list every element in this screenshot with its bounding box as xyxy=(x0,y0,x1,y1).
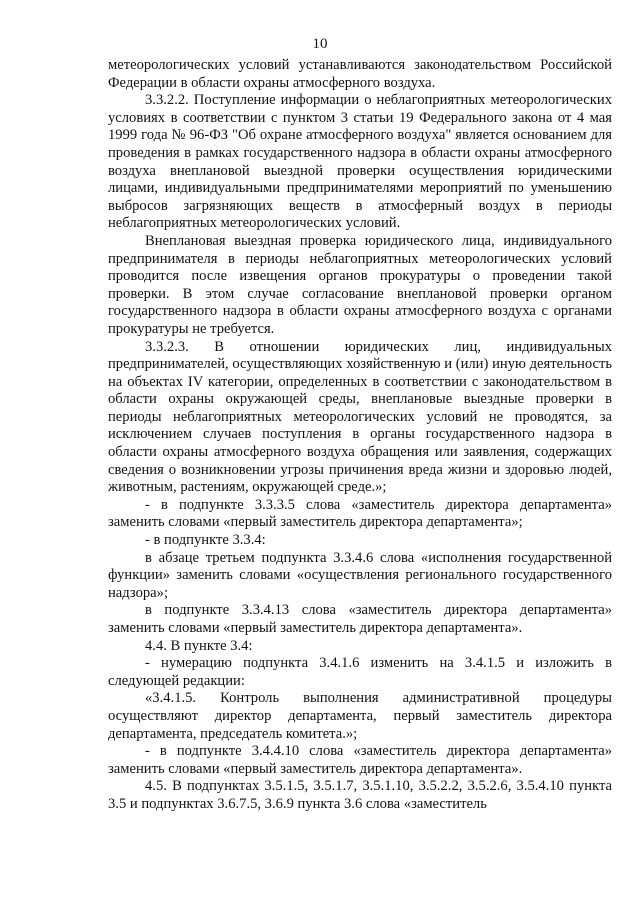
paragraph: - нумерацию подпункта 3.4.1.6 изменить на 3.4.1.5 и изложить в следующей редакции: xyxy=(108,655,612,689)
paragraph: «3.4.1.5. Контроль выполнения административной процедуры осуществляют директор департамента, первый заместитель директора департамента, председатель комитета.»; xyxy=(108,690,612,742)
paragraph: 4.4. В пункте 3.4: xyxy=(145,637,253,654)
paragraph: - в подпункте 3.3.3.5 слова «заместитель директора департамента» заменить словами «первый заместитель директора департамента»; xyxy=(108,496,612,531)
paragraph: в абзаце третьем подпункта 3.3.4.6 слова «исполнения государственной функции» заменить словами «осуществления регионального государственного надзора»; xyxy=(108,549,612,601)
paragraph: метеорологических условий устанавливаются законодательством Российской Федерации в области охраны атмосферного воздуха. xyxy=(108,57,612,91)
paragraph: - в подпункте 3.4.4.10 слова «заместитель директора департамента» заменить словами «первый заместитель директора департамента». xyxy=(108,743,612,777)
document-body xyxy=(108,57,612,814)
paragraph: Внеплановая выездная проверка юридического лица, индивидуального предпринимателя в периоды неблагоприятных метеорологических условий проводится после извещения органов прокуратуры о проведении такой проверки. В этом случае согласование внеплановой проверки органом государственного надзора в области охраны атмосферного воздуха с органами прокуратуры не требуется. xyxy=(108,232,612,337)
paragraph: 4.5. В подпунктах 3.5.1.5, 3.5.1.7, 3.5.1.10, 3.5.2.2, 3.5.2.6, 3.5.4.10 пункта 3.5 и подпунктах 3.6.7.5, 3.6.9 пункта 3.6 слова «заместитель xyxy=(108,778,612,812)
paragraph: 3.3.2.2. Поступление информации о неблагоприятных метеорологических условиях в соответствии с пунктом 3 статьи 19 Федерального закона от 4 мая 1999 года № 96-ФЗ "Об охране атмосферного воздуха" является основанием для проведения в рамках государственного надзора в области охраны атмосферного воздуха внеплановой выездной проверки осуществления юридическими лицами, индивидуальными предпринимателями мероприятий по уменьшению выбросов загрязняющих веществ в атмосферный воздух в периоды неблагоприятных метеорологических условий. xyxy=(108,92,612,232)
page-number: 10 xyxy=(312,36,328,52)
paragraph: - в подпункте 3.3.4: xyxy=(145,532,266,549)
paragraph: в подпункте 3.3.4.13 слова «заместитель директора департамента» заменить словами «первый заместитель директора департамента». xyxy=(108,602,612,636)
paragraph: 3.3.2.3. В отношении юридических лиц, индивидуальных предпринимателей, осуществляющих хозяйственную и (или) иную деятельность на объектах IV категории, определенных в соответствии с законодательством в области охраны окружающей среды, внеплановые выездные проверки в периоды неблагоприятных метеорологических условий не проводятся, за исключением случаев поступления в органы государственного надзора в области охраны атмосферного воздуха обращения или заявления, содержащих сведения о возникновении угрозы причинения вреда жизни и здоровью людей, животным, растениям, окружающей среде.»; xyxy=(108,338,612,496)
